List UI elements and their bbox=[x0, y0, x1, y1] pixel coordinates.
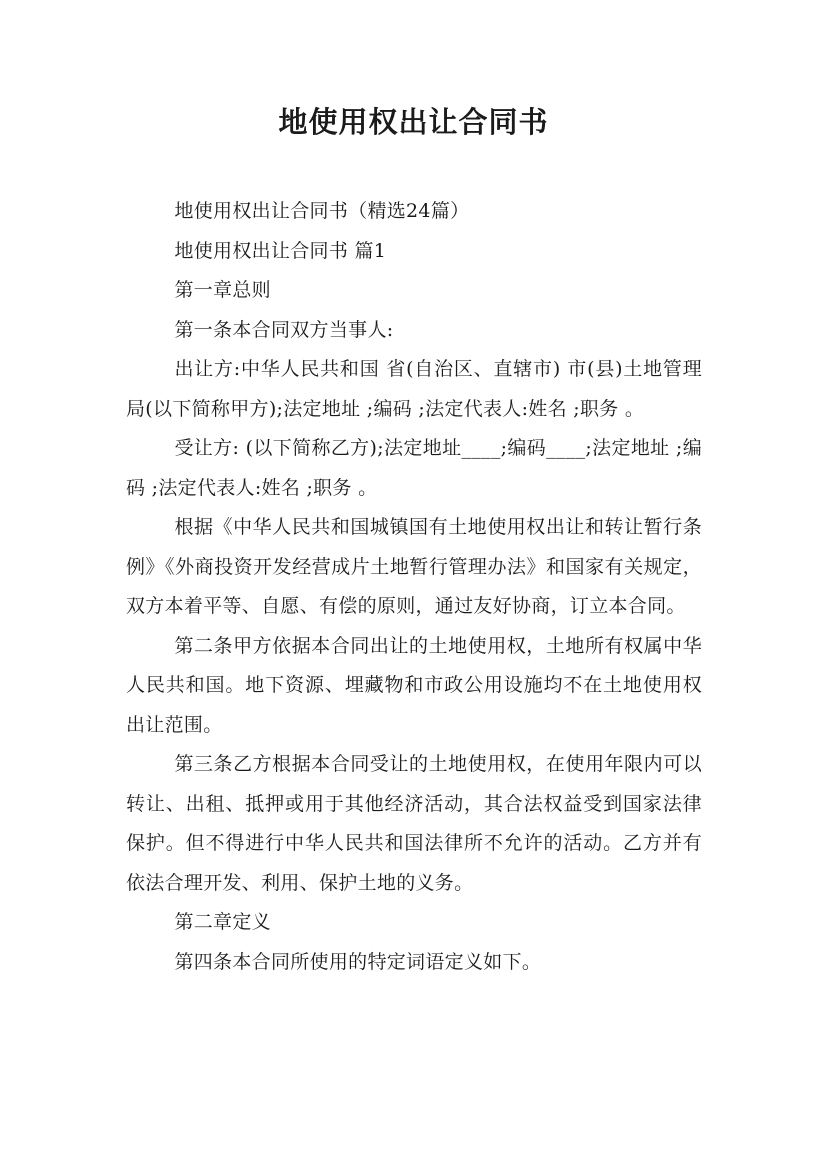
chapter-heading-definitions: 第二章定义 bbox=[174, 911, 271, 933]
article-4: 第四条本合同所使用的特定词语定义如下。 bbox=[174, 950, 542, 973]
paragraph-legal-basis: 根据《中华人民共和国城镇国有土地使用权出让和转让暂行条例》《外商投资开发经营成片土地暂行管理办法》和国家有关规定，双方本着平等、自愿、有偿的原则，通过友好协商，订立本合同。 bbox=[126, 516, 702, 617]
paragraph-piece-heading: 地使用权出让合同书 篇1 bbox=[174, 239, 387, 262]
article-3: 第三条乙方根据本合同受让的土地使用权，在使用年限内可以转让、出租、抵押或用于其他经济活动，其合法权益受到国家法律保护。但不得进行中华人民共和国法律所不允许的活动。乙方并有依法合理开发、利用、保护土地的义务。 bbox=[126, 753, 702, 894]
chapter-heading-general: 第一章总则 bbox=[174, 279, 271, 301]
document-title: 地使用权出让合同书 bbox=[278, 105, 549, 139]
article-2: 第二条甲方依据本合同出让的土地使用权，土地所有权属中华人民共和国。地下资源、埋藏物和市政公用设施均不在土地使用权出让范围。 bbox=[126, 634, 702, 736]
paragraph-collection-title: 地使用权出让合同书（精选24篇） bbox=[174, 200, 470, 222]
document-body bbox=[126, 192, 702, 982]
paragraph-grantor: 出让方:中华人民共和国 省(自治区、直辖市) 市(县)土地管理局(以下简称甲方);法定地址 ;编码 ;法定代表人:姓名 ;职务 。 bbox=[126, 358, 702, 420]
paragraph-grantee: 受让方: (以下简称乙方);法定地址____;编码____;法定地址 ;编码 ;法定代表人:姓名 ;职务 。 bbox=[126, 437, 702, 499]
article-1-parties: 第一条本合同双方当事人: bbox=[174, 318, 394, 341]
